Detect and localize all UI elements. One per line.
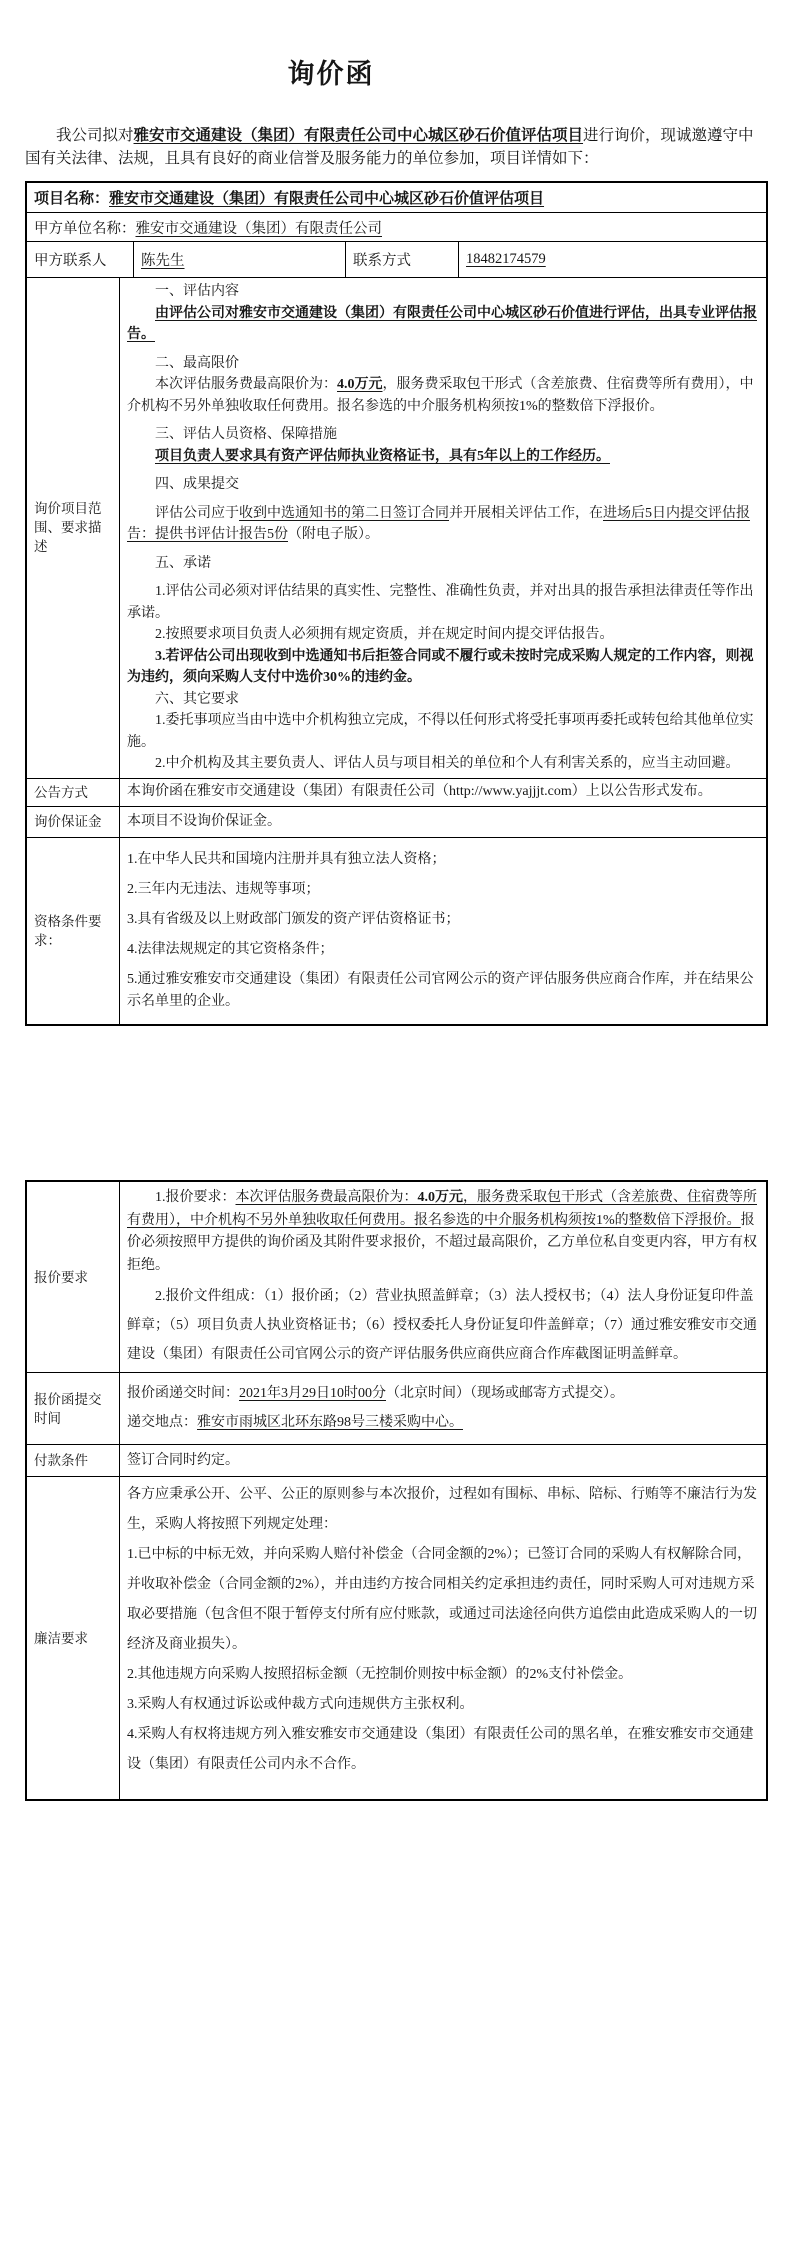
integrity-content	[119, 1477, 766, 1799]
project-name-row	[27, 183, 766, 212]
announcement-content: 本询价函在雅安市交通建设（集团）有限责任公司（http://www.yajjjt.com）上以公告形式发布。	[119, 779, 766, 806]
scope-s5-item1: 1.评估公司必须对评估结果的真实性、完整性、准确性负责，并对出具的报告承担法律责任等作出承诺。	[127, 584, 754, 621]
integrity-intro: 各方应秉承公开、公平、公正的原则参与本次报价，过程如有围标、串标、陪标、行贿等不廉洁行为发生，采购人将按照下列规定处理：	[127, 1487, 757, 1532]
contact-label: 甲方联系人	[34, 253, 107, 269]
deposit-content: 本项目不设询价保证金。	[119, 807, 766, 837]
announcement-label: 公告方式	[34, 784, 88, 800]
deposit-row	[27, 806, 766, 837]
submission-time-row	[27, 1372, 766, 1444]
scope-row-label: 询价项目范围、要求描述	[34, 501, 102, 555]
qualification-content	[119, 838, 766, 1024]
phone-label: 联系方式	[345, 242, 458, 277]
submission-place: 递交地点：雅安市雨城区北环东路98号三楼采购中心。	[127, 1415, 463, 1430]
qualification-item: 5.通过雅安雅安市交通建设（集团）有限责任公司官网公示的资产评估服务供应商合作库，并在结果公示名单里的企业。	[127, 971, 754, 1009]
intro-project-name: 雅安市交通建设（集团）有限责任公司中心城区砂石价值评估项目	[133, 126, 584, 144]
quote-item-2: 2.报价文件组成：（1）报价函；（2）营业执照盖鲜章；（3）法人授权书；（4）法人身份证复印件盖鲜章；（5）项目负责人执业资格证书；（6）授权委托人身份证复印件盖鲜章；（7）通过雅安雅安市交通建设（集团）有限责任公司官网公示的资产评估服务供应商供应商合作库截图证明盖鲜章。	[127, 1289, 757, 1362]
scope-s6-item2: 2.中介机构及其主要负责人、评估人员与项目相关的单位和个人有利害关系的，应当主动回避。	[155, 756, 740, 771]
contact-value: 陈先生	[133, 242, 345, 277]
qualification-row	[27, 837, 766, 1024]
scope-s6-heading: 六、其它要求	[155, 691, 239, 707]
party-a-value: 雅安市交通建设（集团）有限责任公司	[135, 220, 382, 237]
submission-time-label: 报价函提交时间	[34, 1391, 102, 1426]
submission-deadline-value: 2021年3月29日10时00分	[239, 1386, 386, 1401]
integrity-item: 2.其他违规方向采购人按照招标金额（无控制价则按中标金额）的2%支付补偿金。	[127, 1667, 633, 1682]
project-name-value: 雅安市交通建设（集团）有限责任公司中心城区砂石价值评估项目	[109, 191, 545, 207]
scope-s4-body: 评估公司应于收到中选通知书的第二日签订合同并开展相关评估工作，在进场后5日内提交评估报告：提供书评估计报告5份（附电子版）。	[127, 505, 750, 542]
intro-paragraph	[25, 124, 767, 170]
contact-row	[27, 241, 766, 277]
page-title: 询价函	[287, 59, 375, 89]
party-a-label: 甲方单位名称：	[34, 220, 136, 237]
qualification-label: 资格条件要求：	[34, 913, 102, 948]
scope-row	[27, 277, 766, 778]
submission-deadline: 报价函递交时间：2021年3月29日10时00分（北京时间）（现场或邮寄方式提交）。	[127, 1386, 624, 1401]
submission-place-value: 雅安市雨城区北环东路98号三楼采购中心。	[197, 1415, 463, 1430]
scope-s2-body: 本次评估服务费最高限价为：4.0万元，服务费采取包干形式（含差旅费、住宿费等所有费用），中介机构不另外单独收取任何费用。报名参选的中介服务机构须按1%的整数倍下浮报价。	[127, 377, 754, 414]
phone-value: 18482174579	[458, 242, 766, 277]
scope-s3-heading: 三、评估人员资格、保障措施	[155, 427, 337, 442]
project-name-label: 项目名称：	[34, 191, 110, 207]
qualification-item: 1.在中华人民共和国境内注册并具有独立法人资格；	[127, 851, 446, 867]
quote-requirements-label: 报价要求	[34, 1269, 88, 1285]
scope-s3-body: 项目负责人要求具有资产评估师执业资格证书，具有5年以上的工作经历。	[155, 448, 610, 464]
announcement-row	[27, 778, 766, 806]
payment-terms-label: 付款条件	[34, 1453, 88, 1468]
scope-s5-item3: 3.若评估公司出现收到中选通知书后拒签合同或不履行或未按时完成采购人规定的工作内容，则视为违约，须向采购人支付中选价30%的违约金。	[127, 648, 754, 685]
scope-s5-heading: 五、承诺	[155, 555, 211, 571]
qualification-item: 3.具有省级及以上财政部门颁发的资产评估资格证书；	[127, 911, 460, 927]
intro-pre-text: 我公司拟对	[56, 126, 134, 144]
quote-requirements-content	[119, 1182, 766, 1372]
deposit-label: 询价保证金	[34, 814, 102, 829]
max-price-value: 4.0万元	[337, 377, 383, 392]
project-info-table	[25, 181, 768, 1026]
scope-s2-heading: 二、最高限价	[155, 355, 239, 371]
payment-terms-row	[27, 1444, 766, 1476]
quote-requirements-row	[27, 1182, 766, 1372]
integrity-row	[27, 1476, 766, 1799]
quote-item-1: 1.报价要求：本次评估服务费最高限价为：4.0万元，服务费采取包干形式（含差旅费、住宿费等所有费用），中介机构不另外单独收取任何费用。报名参选的中介服务机构须按1%的整数倍下浮报价。报价必须按照甲方提供的询价函及其附件要求报价，不超过最高限价，乙方单位私自变更内容，甲方有权拒绝。	[127, 1190, 757, 1273]
scope-s6-item1: 1.委托事项应当由中选中介机构独立完成，不得以任何形式将受托事项再委托或转包给其他单位实施。	[127, 713, 754, 750]
payment-terms-content: 签订合同时约定。	[119, 1445, 766, 1476]
integrity-label: 廉洁要求	[34, 1630, 88, 1646]
scope-s4-heading: 四、成果提交	[155, 477, 239, 492]
qualification-item: 2.三年内无违法、违规等事项；	[127, 881, 320, 897]
scope-content	[119, 278, 766, 778]
quotation-terms-table	[25, 1180, 768, 1801]
intro-post-text: 进行询价，现诚邀遵守中国有关法律、法规，且具有良好的商业信誉及服务能力的单位参加，项目详情如下：	[25, 126, 754, 167]
scope-s1-body: 由评估公司对雅安市交通建设（集团）有限责任公司中心城区砂石价值进行评估，出具专业评估报告。	[127, 305, 757, 342]
integrity-item: 1.已中标的中标无效，并向采购人赔付补偿金（合同金额的2%）；已签订合同的采购人有权解除合同，并收取补偿金（合同金额的2%），并由违约方按合同相关约定承担违约责任，同时采购人可对违规方采取必要措施（包含但不限于暂停支付所有应付账款，或通过司法途径向供方追偿由此造成采购人的一切经济及商业损失）。	[127, 1547, 757, 1652]
project-name-cell	[27, 183, 766, 212]
party-a-row	[27, 212, 766, 241]
scope-s1-heading: 一、评估内容	[155, 284, 239, 299]
quote-max-price-value: 4.0万元	[417, 1190, 463, 1205]
qualification-item: 4.法律法规规定的其它资格条件；	[127, 941, 334, 957]
submission-time-content	[119, 1373, 766, 1444]
party-a-cell	[27, 213, 766, 241]
integrity-item: 3.采购人有权通过诉讼或仲裁方式向违规供方主张权利。	[127, 1697, 474, 1712]
scope-s5-item2: 2.按照要求项目负责人必须拥有规定资质，并在规定时间内提交评估报告。	[155, 627, 614, 642]
integrity-item: 4.采购人有权将违规方列入雅安雅安市交通建设（集团）有限责任公司的黑名单，在雅安雅安市交通建设（集团）有限责任公司内永不合作。	[127, 1727, 754, 1772]
